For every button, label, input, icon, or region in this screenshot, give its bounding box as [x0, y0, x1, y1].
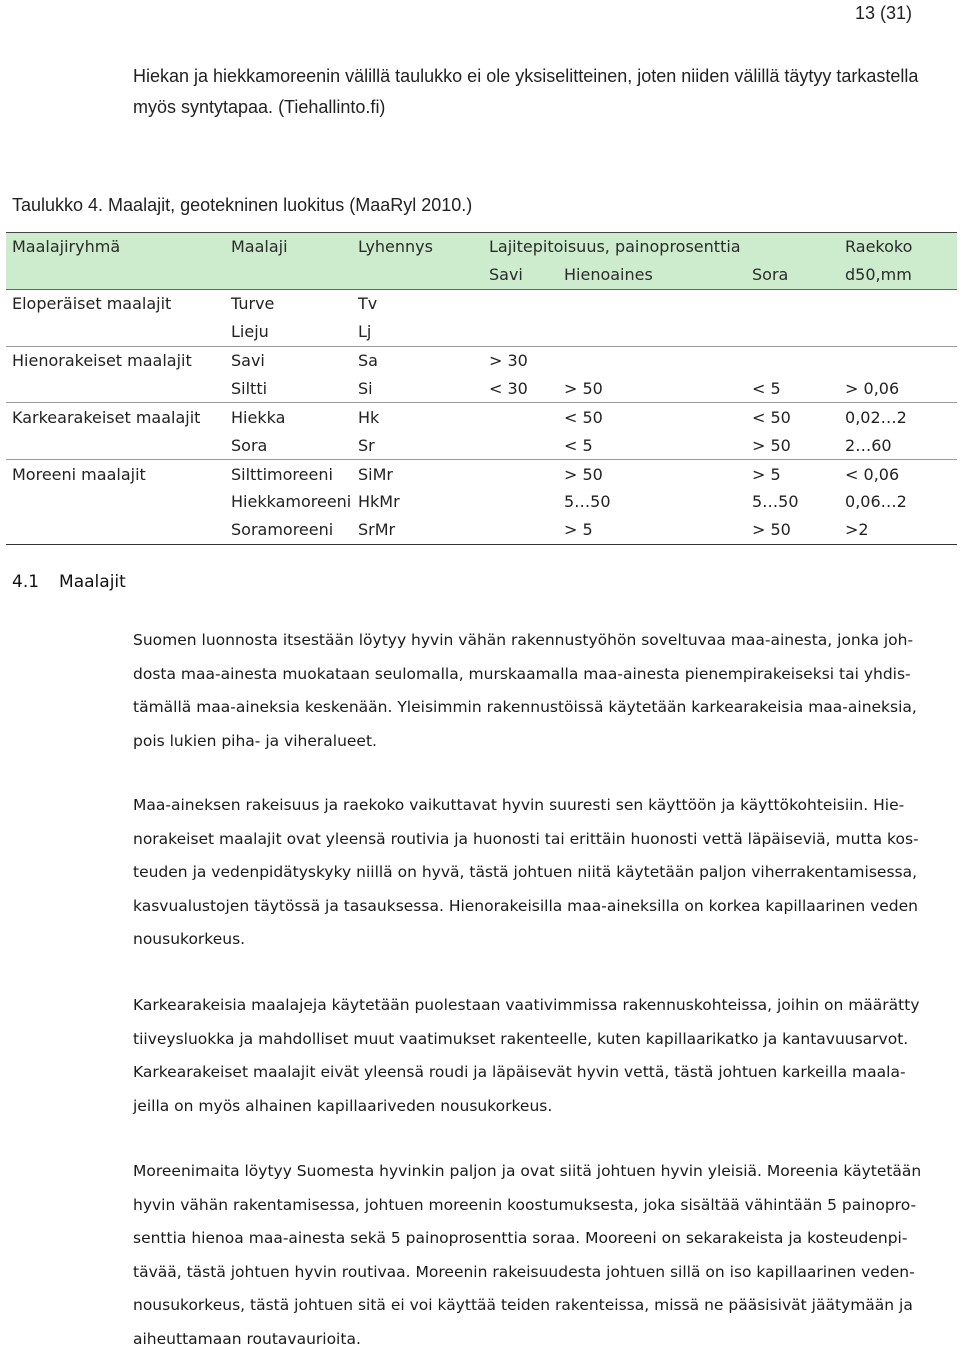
header-cell: d50,mm — [839, 261, 957, 289]
table-cell: Si — [352, 374, 483, 402]
text-line: tiiveysluokka ja mahdolliset muut vaatimukset rakenteelle, kuten kapillaarikatko ja kantavuusarvot. — [133, 1023, 948, 1057]
table-cell: Moreeni maalajit — [6, 460, 225, 488]
table-cell — [558, 346, 746, 374]
table-subheader-row — [6, 261, 957, 289]
table-cell — [746, 289, 839, 317]
text-line: aiheuttamaan routavaurioita. — [133, 1323, 948, 1356]
text-line: jeilla on myös alhainen kapillaariveden nousukorkeus. — [133, 1090, 948, 1124]
table-cell: > 0,06 — [839, 374, 957, 402]
header-cell: Savi — [483, 261, 558, 289]
table-cell: Hienorakeiset maalajit — [6, 346, 225, 374]
text-line: nousukorkeus, tästä johtuen sitä ei voi käyttää teiden rakenteissa, missä ne pääsisivät jäätymään ja — [133, 1289, 948, 1323]
table-cell: Soramoreeni — [225, 516, 352, 544]
table-cell — [6, 374, 225, 402]
table-cell: < 0,06 — [839, 460, 957, 488]
table-row — [6, 346, 957, 374]
table-row — [6, 460, 957, 488]
table-cell: < 5 — [746, 374, 839, 402]
table-cell: >2 — [839, 516, 957, 544]
text-line: pois lukien piha- ja viheralueet. — [133, 725, 948, 759]
table-cell: Sr — [352, 431, 483, 459]
text-line: Karkearakeisia maalajeja käytetään puolestaan vaativimmissa rakennuskohteissa, joihin on määrätty — [133, 989, 948, 1023]
table-row — [6, 318, 957, 346]
table-cell: > 50 — [746, 516, 839, 544]
body-paragraph — [133, 624, 948, 758]
text-line: Moreenimaita löytyy Suomesta hyvinkin paljon ja ovat siitä johtuen hyvin yleisiä. Moreenia käytetään — [133, 1155, 948, 1189]
table-cell: Lj — [352, 318, 483, 346]
table-row — [6, 289, 957, 317]
table-cell: > 50 — [558, 460, 746, 488]
table-cell — [483, 488, 558, 516]
body-paragraph — [133, 989, 948, 1123]
table-cell — [839, 289, 957, 317]
text-line: Maa-aineksen rakeisuus ja raekoko vaikuttavat hyvin suuresti sen käyttöön ja käyttökohteisiin. Hie- — [133, 789, 948, 823]
body-paragraph — [133, 1155, 948, 1356]
table-row — [6, 488, 957, 516]
table-cell: Eloperäiset maalajit — [6, 289, 225, 317]
table-cell: SiMr — [352, 460, 483, 488]
text-line: teuden ja vedenpidätyskyky niillä on hyvä, tästä johtuen niitä käytetään paljon viherrakentamisessa, — [133, 856, 948, 890]
table-cell: < 50 — [746, 403, 839, 431]
table-cell: 5…50 — [746, 488, 839, 516]
text-line: senttia hienoa maa-ainesta sekä 5 painoprosenttia soraa. Mooreeni on sekarakeista ja kosteudenpi- — [133, 1222, 948, 1256]
table-cell: Savi — [225, 346, 352, 374]
soil-classification-table — [6, 232, 957, 545]
table-caption: Taulukko 4. Maalajit, geotekninen luokitus (MaaRyl 2010.) — [12, 195, 472, 216]
table-cell — [746, 346, 839, 374]
table-cell: Sa — [352, 346, 483, 374]
table-row — [6, 374, 957, 402]
table-cell — [483, 516, 558, 544]
intro-paragraph — [133, 61, 933, 123]
table-cell — [483, 403, 558, 431]
table-cell: Hiekkamoreeni — [225, 488, 352, 516]
table-cell: SrMr — [352, 516, 483, 544]
table-cell: Hiekka — [225, 403, 352, 431]
table-cell — [483, 460, 558, 488]
table-cell — [6, 516, 225, 544]
text-line: hyvin vähän rakentamisessa, johtuen moreenin koostumuksesta, joka sisältää vähintään 5 painopro- — [133, 1189, 948, 1223]
table-cell: 0,06…2 — [839, 488, 957, 516]
table-cell: Silttimoreeni — [225, 460, 352, 488]
table-cell: > 5 — [746, 460, 839, 488]
text-line: myös syntytapaa. (Tiehallinto.fi) — [133, 92, 933, 123]
header-cell: Hienoaines — [558, 261, 746, 289]
table-cell — [483, 289, 558, 317]
text-line: tämällä maa-aineksia keskenään. Yleisimmin rakennustöissä käytetään karkearakeisia maa-aineksia, — [133, 691, 948, 725]
table-row — [6, 516, 957, 544]
table-cell: Tv — [352, 289, 483, 317]
page-number: 13 (31) — [855, 3, 912, 24]
table-cell: 2…60 — [839, 431, 957, 459]
text-line: dosta maa-ainesta muokataan seulomalla, murskaamalla maa-ainesta pienempirakeiseksi tai yhdis- — [133, 658, 948, 692]
text-line: Hiekan ja hiekkamoreenin välillä taulukko ei ole yksiselitteinen, joten niiden välillä täytyy tarkastella — [133, 61, 933, 92]
table-cell — [6, 431, 225, 459]
table-cell — [839, 346, 957, 374]
table-cell: 5…50 — [558, 488, 746, 516]
header-cell: Maalaji — [225, 233, 352, 261]
section-title: Maalajit — [59, 572, 126, 592]
table-cell — [6, 488, 225, 516]
table-cell: > 30 — [483, 346, 558, 374]
table-cell: < 30 — [483, 374, 558, 402]
table-cell: Siltti — [225, 374, 352, 402]
header-cell: Raekoko — [839, 233, 957, 261]
table-cell: Lieju — [225, 318, 352, 346]
header-cell: Maalajiryhmä — [6, 233, 225, 261]
body-paragraph — [133, 789, 948, 957]
text-line: Karkearakeiset maalajit eivät yleensä roudi ja läpäisevät hyvin vettä, tästä johtuen karkeilla maala- — [133, 1056, 948, 1090]
table-cell: < 5 — [558, 431, 746, 459]
table-cell — [558, 318, 746, 346]
table-row — [6, 431, 957, 459]
table-cell — [558, 289, 746, 317]
table-cell: < 50 — [558, 403, 746, 431]
table-cell: Sora — [225, 431, 352, 459]
table-cell — [483, 318, 558, 346]
table-cell: Turve — [225, 289, 352, 317]
table-cell: > 50 — [746, 431, 839, 459]
header-cell: Lyhennys — [352, 233, 483, 261]
header-cell: Sora — [746, 261, 839, 289]
table-cell: > 50 — [558, 374, 746, 402]
text-line: norakeiset maalajit ovat yleensä routivia ja huonosti tai erittäin huonosti vettä läpäiseviä, mutta kos- — [133, 823, 948, 857]
table-cell: HkMr — [352, 488, 483, 516]
table-cell: Karkearakeiset maalajit — [6, 403, 225, 431]
text-line: kasvualustojen täytössä ja tasauksessa. Hienorakeisilla maa-aineksilla on korkea kapillaarinen veden — [133, 890, 948, 924]
table-cell — [483, 431, 558, 459]
table-row — [6, 403, 957, 431]
text-line: Suomen luonnosta itsestään löytyy hyvin vähän rakennustyöhön soveltuvaa maa-ainesta, jonka joh- — [133, 624, 948, 658]
table-cell: 0,02…2 — [839, 403, 957, 431]
table-cell: > 5 — [558, 516, 746, 544]
table-cell — [6, 318, 225, 346]
text-line: nousukorkeus. — [133, 923, 948, 957]
header-cell: Lajitepitoisuus, painoprosenttia — [483, 233, 839, 261]
table-header-row — [6, 233, 957, 261]
section-number: 4.1 — [12, 572, 39, 592]
table-cell — [746, 318, 839, 346]
section-heading — [12, 572, 126, 592]
table-cell — [839, 318, 957, 346]
table-cell: Hk — [352, 403, 483, 431]
text-line: tävää, tästä johtuen hyvin routivaa. Moreenin rakeisuudesta johtuen sillä on iso kapillaarinen veden- — [133, 1256, 948, 1290]
